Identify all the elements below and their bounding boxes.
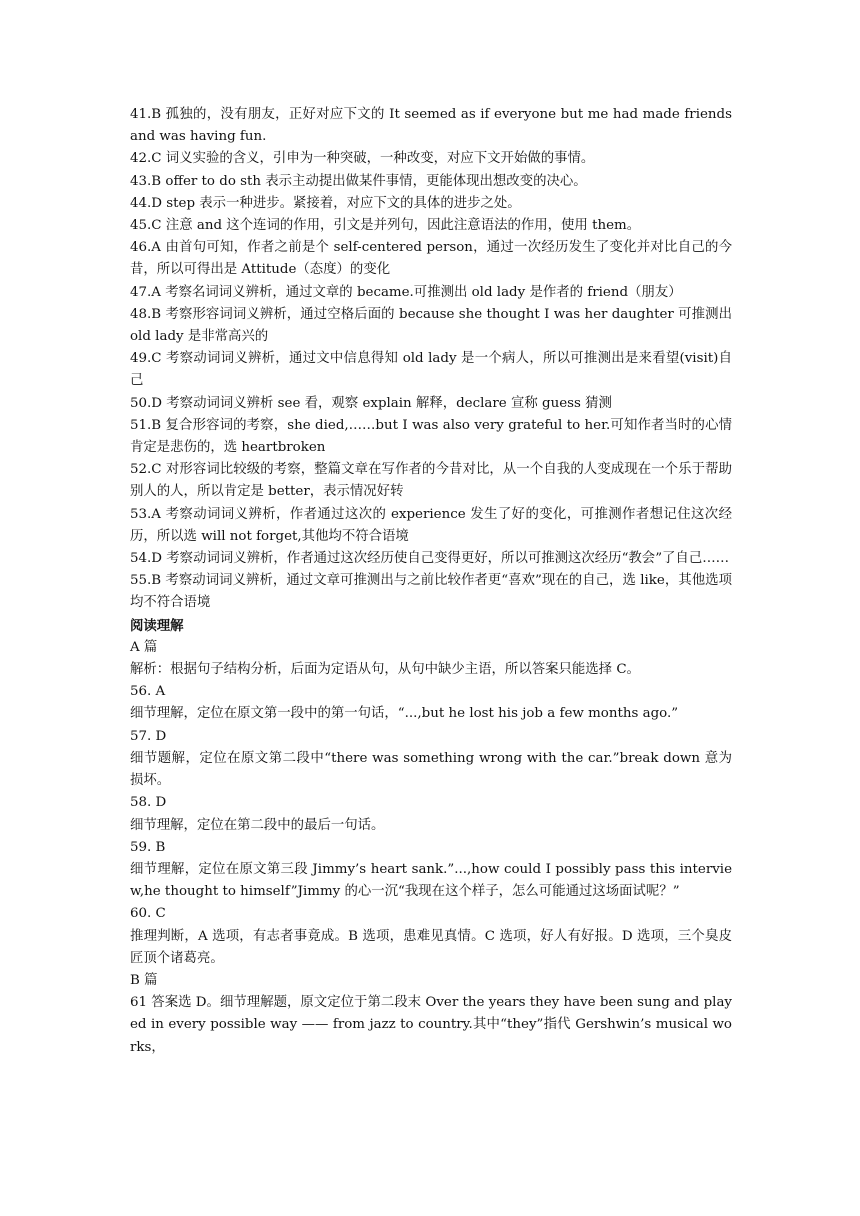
document-body	[130, 104, 732, 1059]
answer-49: 49.C 考察动词词义辨析，通过文中信息得知 old lady 是一个病人，所以可推测出是来看望(visit)自己	[130, 351, 732, 389]
answer-48: 48.B 考察形容词词义辨析，通过空格后面的 because she thought I was her daughter 可推测出 old lady 是非常高兴的	[130, 306, 732, 345]
passage-a-analysis: 解析：根据句子结构分析，后面为定语从句，从句中缺少主语，所以答案只能选择 C。	[130, 662, 640, 678]
answer-44: 44.D step 表示一种进步。紧接着，对应下文的具体的进步之处。	[130, 195, 521, 211]
explanation-58: 细节理解，定位在第二段中的最后一句话。	[130, 817, 385, 833]
passage-a-label: A 篇	[130, 639, 158, 655]
answer-52: 52.C 对形容词比较级的考察，整篇文章在写作者的今昔对比，从一个自我的人变成现在一个乐于帮助别人的人，所以肯定是 better，表示情况好转	[130, 462, 732, 500]
answer-53: 53.A 考察动词词义辨析，作者通过这次的 experience 发生了好的变化，可推测作者想记住这次经历，所以选 will not forget,其他均不符合语境	[130, 506, 732, 544]
explanation-57: 细节题解，定位在原文第二段中“there was something wrong with the car.”break down 意为损坏。	[130, 750, 732, 789]
explanation-59: 细节理解，定位在原文第三段 Jimmy’s heart sank.”...,how could I possibly pass this interview,he thought to himself”Jimmy 的心一沉“我现在这个样子，怎么可能通过这场面试呢？”	[130, 861, 732, 900]
answer-55: 55.B 考察动词词义辨析，通过文章可推测出与之前比较作者更“喜欢”现在的自己，选 like，其他选项均不符合语境	[130, 573, 732, 611]
answer-54: 54.D 考察动词词义辨析，作者通过这次经历使自己变得更好，所以可推测这次经历“教会”了自己……	[130, 551, 729, 567]
answer-61: 61 答案选 D。细节理解题，原文定位于第二段末 Over the years they have been sung and played in every possible way —— from jazz to country.其中“they”指代 Gershwin’s musical works，	[130, 995, 732, 1055]
section-heading-reading: 阅读理解	[130, 617, 184, 634]
answer-58: 58. D	[130, 795, 167, 811]
answer-56: 56. A	[130, 684, 166, 700]
answer-41: 41.B 孤独的，没有朋友，正好对应下文的 It seemed as if everyone but me had made friends and was having fun.	[130, 107, 732, 145]
answer-57: 57. D	[130, 728, 167, 744]
answer-51: 51.B 复合形容词的考察，she died,……but I was also very grateful to her.可知作者当时的心情肯定是悲伤的，选 heartbroken	[130, 417, 732, 456]
answer-60: 60. C	[130, 906, 166, 922]
passage-b-label: B 篇	[130, 972, 158, 988]
answer-43: 43.B offer to do sth 表示主动提出做某件事情，更能体现出想改变的决心。	[130, 173, 587, 189]
answer-47: 47.A 考察名词词义辨析，通过文章的 became.可推测出 old lady 是作者的 friend（朋友）	[130, 284, 682, 300]
answer-42: 42.C 词义实验的含义，引申为一种突破，一种改变，对应下文开始做的事情。	[130, 151, 595, 167]
answer-46: 46.A 由首句可知，作者之前是个 self-centered person，通过一次经历发生了变化并对比自己的今昔，所以可得出是 Attitude（态度）的变化	[130, 240, 732, 278]
explanation-60: 推理判断，A 选项，有志者事竟成。B 选项，患难见真情。C 选项，好人有好报。D 选项，三个臭皮匠顶个诸葛亮。	[130, 928, 732, 966]
answer-59: 59. B	[130, 839, 166, 855]
answer-45: 45.C 注意 and 这个连词的作用，引文是并列句，因此注意语法的作用，使用 them。	[130, 218, 641, 234]
explanation-56: 细节理解，定位在原文第一段中的第一句话，“...,but he lost his job a few months ago.”	[130, 706, 679, 722]
answer-50: 50.D 考察动词词义辨析 see 看，观察 explain 解释，declare 宣称 guess 猜测	[130, 395, 612, 411]
